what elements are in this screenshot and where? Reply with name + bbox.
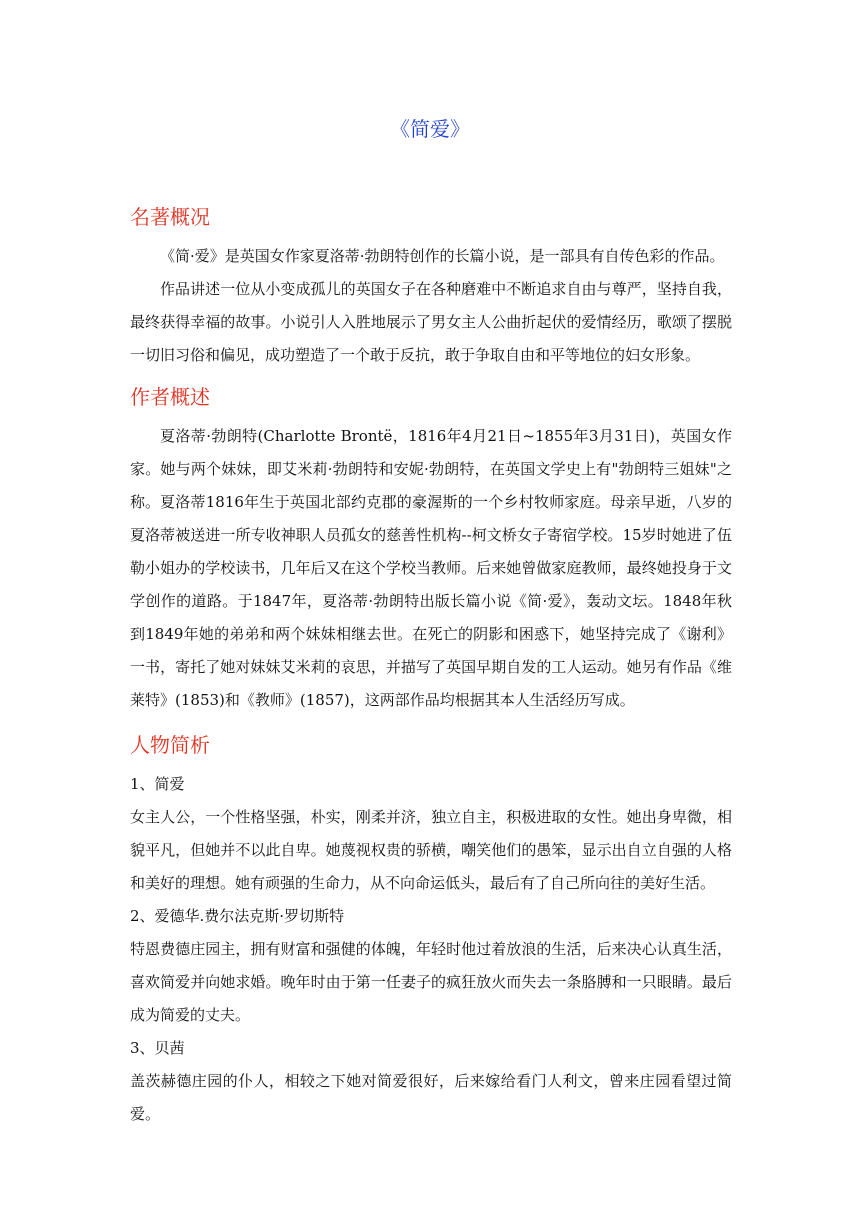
character-description: 女主人公，一个性格坚强，朴实，刚柔并济，独立自主，积极进取的女性。她出身卑微，相貌平凡，但她并不以此自卑。她蔑视权贵的骄横，嘲笑他们的愚笨，显示出自立自强的人格和美好的理想。她有顽强的生命力，从不向命运低头，最后有了自己所向往的美好生活。 bbox=[130, 808, 732, 892]
paragraph: 《简·爱》是英国女作家夏洛蒂·勃朗特创作的长篇小说，是一部具有自传色彩的作品。 bbox=[160, 247, 725, 265]
character-description: 特恩费德庄园主，拥有财富和强健的体魄，年轻时他过着放浪的生活，后来决心认真生活，喜欢简爱并向她求婚。晚年时由于第一任妻子的疯狂放火而失去一条胳膊和一只眼睛。最后成为简爱的丈夫。 bbox=[130, 940, 732, 1024]
section-heading-author: 作者概述 bbox=[130, 385, 210, 409]
character-name: 3、贝茜 bbox=[130, 1039, 185, 1057]
section-heading-overview: 名著概况 bbox=[130, 205, 210, 229]
paragraph: 作品讲述一位从小变成孤儿的英国女子在各种磨难中不断追求自由与尊严，坚持自我，最终获得幸福的故事。小说引人入胜地展示了男女主人公曲折起伏的爱情经历，歌颂了摆脱一切旧习俗和偏见，成功塑造了一个敢于反抗，敢于争取自由和平等地位的妇女形象。 bbox=[130, 280, 732, 364]
character-name: 2、爱德华.费尔法克斯·罗切斯特 bbox=[130, 907, 345, 925]
section-heading-characters: 人物简析 bbox=[130, 733, 210, 757]
paragraph: 夏洛蒂·勃朗特(Charlotte Brontë，1816年4月21日~1855年3月31日)，英国女作家。她与两个妹妹，即艾米莉·勃朗特和安妮·勃朗特，在英国文学史上有"勃朗特三姐妹"之称。 bbox=[130, 427, 732, 511]
character-name: 1、简爱 bbox=[130, 775, 185, 793]
character-description: 盖茨赫德庄园的仆人，相较之下她对简爱很好，后来嫁给看门人利文，曾来庄园看望过简爱。 bbox=[130, 1072, 732, 1123]
paragraph: 夏洛蒂1816年生于英国北部约克郡的豪渥斯的一个乡村牧师家庭。母亲早逝，八岁的夏洛蒂被送进一所专收神职人员孤女的慈善性机构--柯文桥女子寄宿学校。15岁时她进了伍勒小姐办的学校读书，几年后又在这个学校当教师。后来她曾做家庭教师，最终她投身于文学创作的道路。于1847年，夏洛蒂·勃朗特出版长篇小说《简·爱》，轰动文坛。1848年秋到1849年她的弟弟和两个妹妹相继去世。在死亡的阴影和困惑下，她坚持完成了《谢利》一书，寄托了她对妹妹艾米莉的哀思，并描写了英国早期自发的工人运动。她另有作品《维莱特》(1853)和《教师》(1857)，这两部作品均根据其本人生活经历写成。 bbox=[130, 493, 732, 709]
document-title: 《简爱》 bbox=[390, 117, 470, 141]
